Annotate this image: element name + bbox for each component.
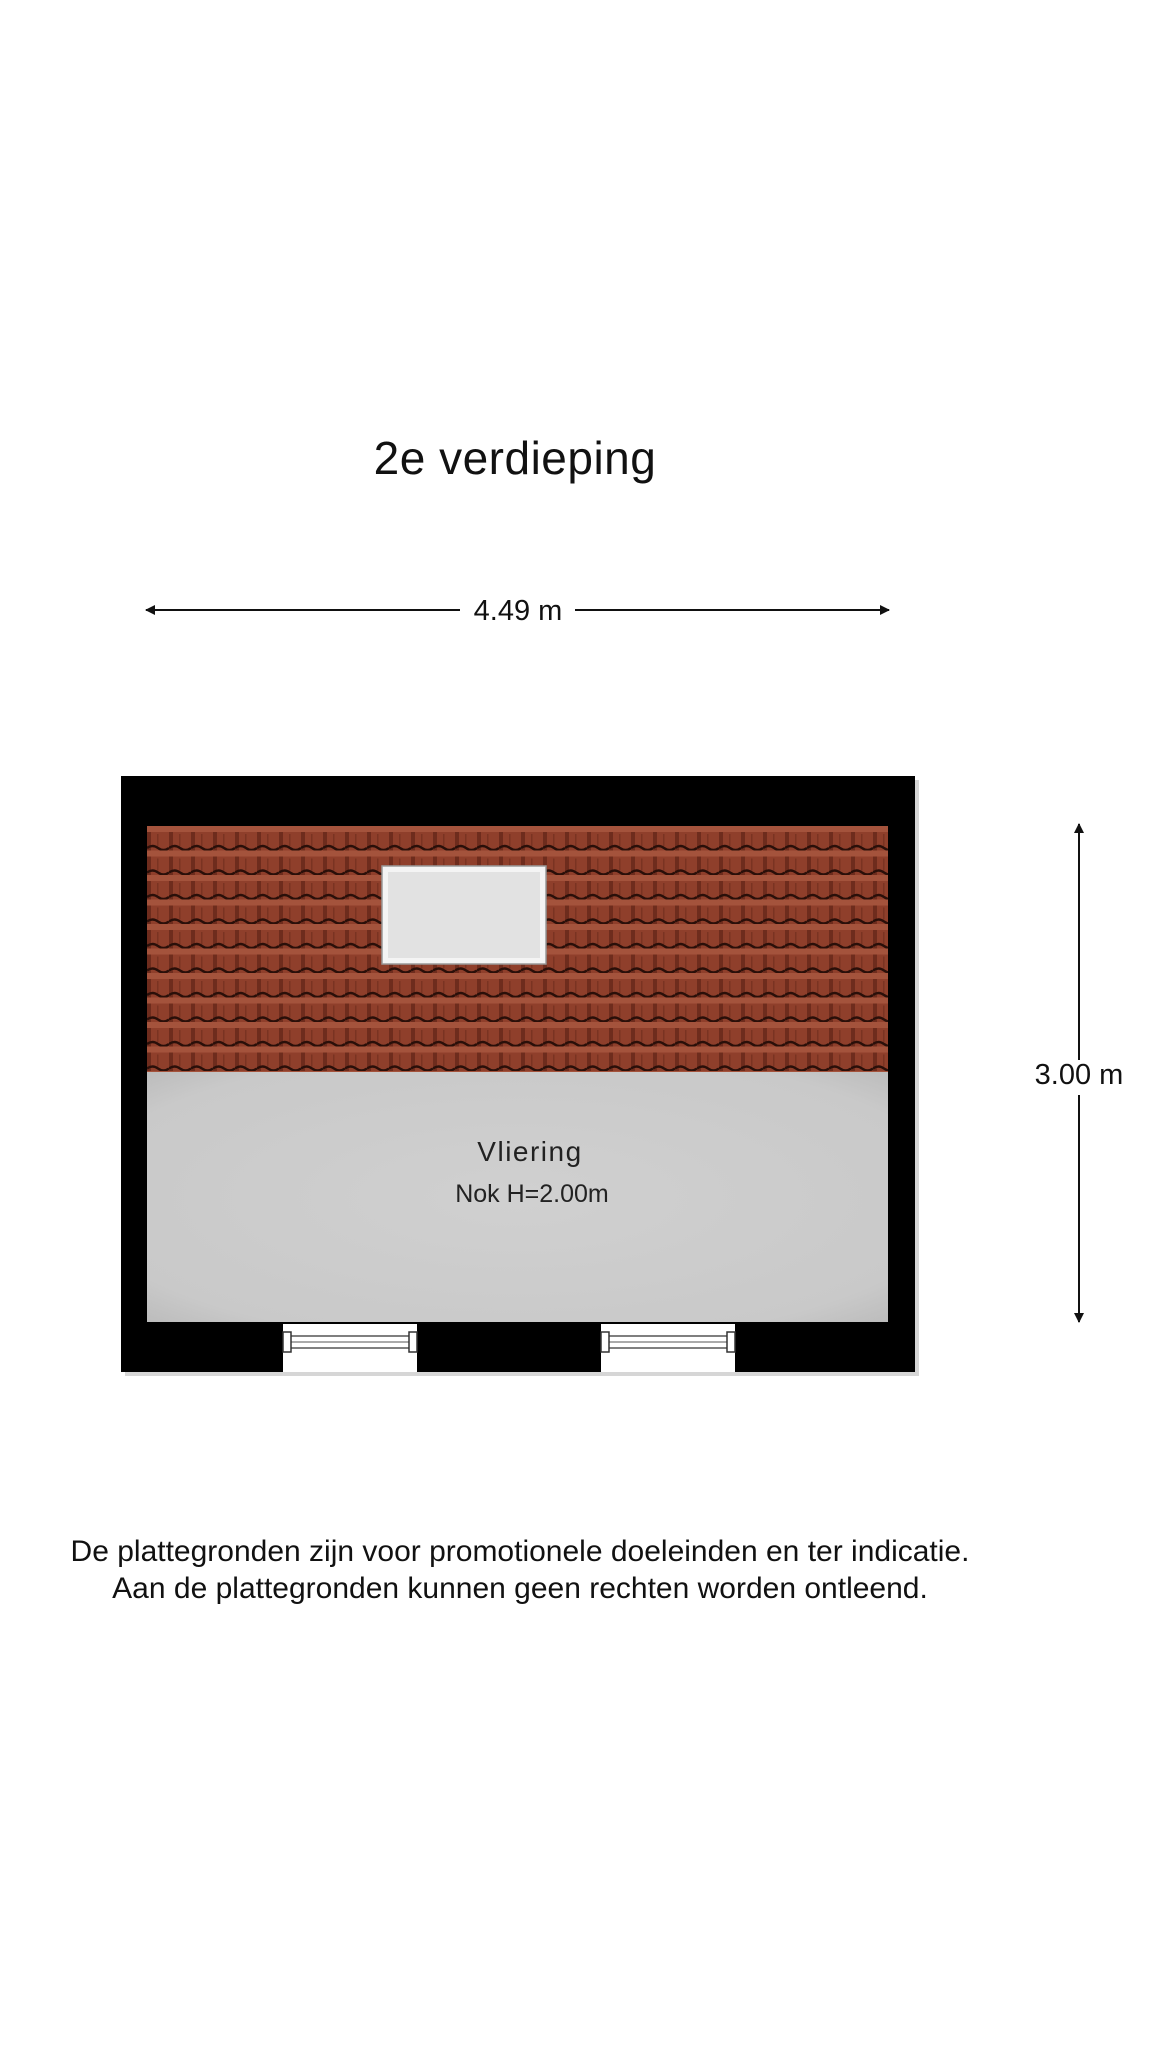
width-dimension <box>146 595 889 627</box>
skylight <box>382 866 546 964</box>
floor-title: 2e verdieping <box>373 432 657 484</box>
depth-label: 3.00 m <box>1034 1059 1124 1091</box>
window-right <box>601 1322 735 1372</box>
disclaimer <box>0 1533 1040 1607</box>
disclaimer-line-2: Aan de plattegronden kunnen geen rechten worden ontleend. <box>112 1572 928 1605</box>
depth-dimension <box>1035 824 1124 1322</box>
window-left <box>283 1322 417 1372</box>
room-name: Vliering <box>477 1136 583 1167</box>
width-label: 4.49 m <box>473 595 563 627</box>
disclaimer-line-1: De plattegronden zijn voor promotionele doeleinden en ter indicatie. <box>70 1535 970 1568</box>
ridge-height: Nok H=2.00m <box>455 1180 609 1208</box>
